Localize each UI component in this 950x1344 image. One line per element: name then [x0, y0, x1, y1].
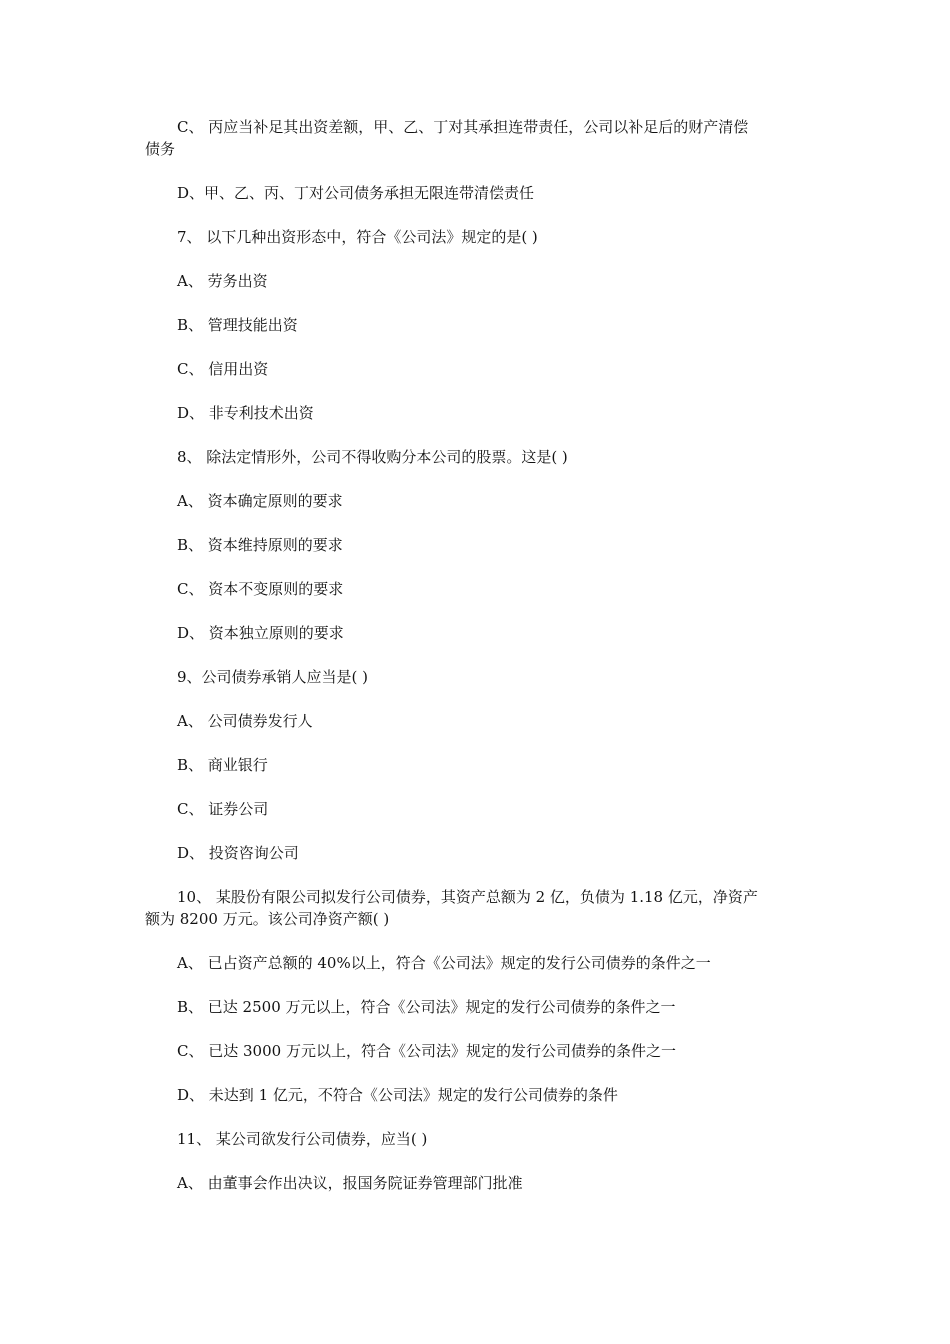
question-10-line2: 额为 8200 万元。该公司净资产额( )	[145, 910, 390, 928]
option-c-q7: C、 信用出资	[177, 360, 269, 378]
option-b-q7: B、 管理技能出资	[177, 316, 298, 334]
option-c-q10: C、 已达 3000 万元以上，符合《公司法》规定的发行公司债券的条件之一	[177, 1042, 676, 1060]
option-a-q7: A、 劳务出资	[177, 272, 268, 290]
option-c-q8: C、 资本不变原则的要求	[177, 580, 344, 598]
question-10-line1: 10、 某股份有限公司拟发行公司债券，其资产总额为 2 亿，负债为 1.18 亿元，净资产	[177, 888, 758, 906]
question-11: 11、 某公司欲发行公司债券，应当( )	[177, 1130, 428, 1148]
option-c-q6-line1: C、 丙应当补足其出资差额，甲、乙、丁对其承担连带责任，公司以补足后的财产清偿	[177, 118, 749, 136]
option-a-q8: A、 资本确定原则的要求	[177, 492, 343, 510]
option-a-q9: A、 公司债券发行人	[177, 712, 313, 730]
question-9: 9、公司债券承销人应当是( )	[177, 668, 369, 686]
option-c-q9: C、 证券公司	[177, 800, 269, 818]
question-7: 7、 以下几种出资形态中，符合《公司法》规定的是( )	[177, 228, 538, 246]
option-d-q10: D、 未达到 1 亿元，不符合《公司法》规定的发行公司债券的条件	[177, 1086, 618, 1104]
option-b-q9: B、 商业银行	[177, 756, 268, 774]
option-a-q11: A、 由董事会作出决议，报国务院证券管理部门批准	[177, 1174, 523, 1192]
option-a-q10: A、 已占资产总额的 40%以上，符合《公司法》规定的发行公司债券的条件之一	[177, 954, 711, 972]
option-d-q6: D、甲、乙、丙、丁对公司债务承担无限连带清偿责任	[177, 184, 535, 202]
option-d-q9: D、 投资咨询公司	[177, 844, 299, 862]
option-d-q7: D、 非专利技术出资	[177, 404, 314, 422]
option-b-q10: B、 已达 2500 万元以上，符合《公司法》规定的发行公司债券的条件之一	[177, 998, 676, 1016]
option-d-q8: D、 资本独立原则的要求	[177, 624, 344, 642]
option-c-q6-line2: 债务	[145, 140, 176, 158]
option-b-q8: B、 资本维持原则的要求	[177, 536, 343, 554]
question-8: 8、 除法定情形外，公司不得收购分本公司的股票。这是( )	[177, 448, 568, 466]
